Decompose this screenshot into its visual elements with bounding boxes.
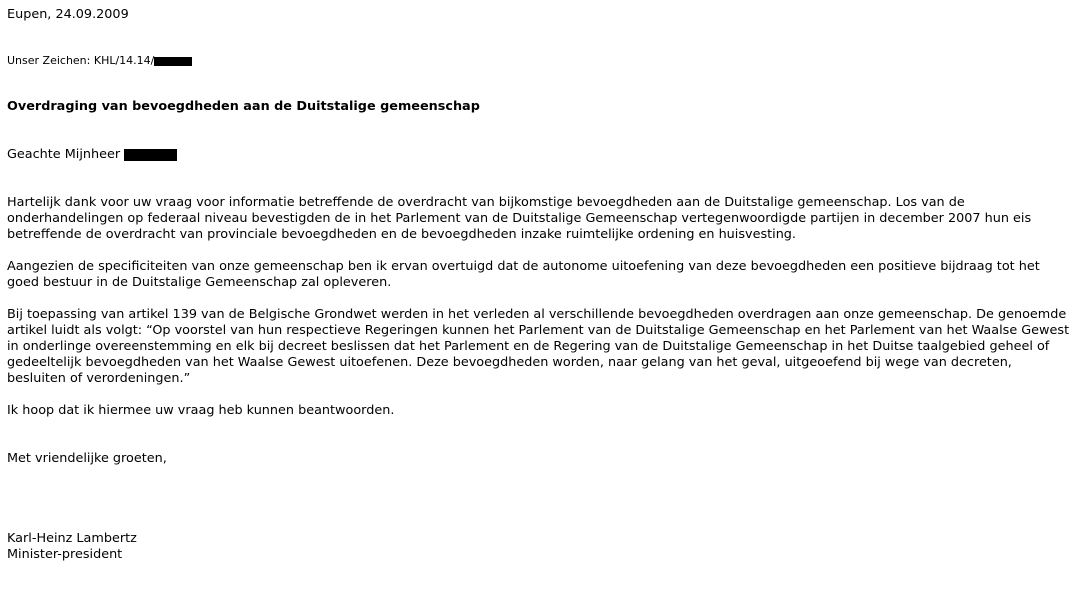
paragraph-3: Bij toepassing van artikel 139 van de Belgische Grondwet werden in het verleden al verschillende bevoegdheden overdragen aan onze gemeenschap. De genoemde artikel luidt als volgt: “Op voorstel van hun respectieve Regeringen kunnen het Parlement van de Duitstalige Gemeenschap en het Parlement van het Waalse Gewest in onderlinge overeenstemming en elk bij decreet beslissen dat het Parlement en de Regering van de Duitstalige Gemeenschap in het Duitse taalgebied geheel of gedeeltelijk bevoegdheden van het Waalse Gewest uitoefenen. Deze bevoegdheden worden, naar gelang van het geval, uitgeoefend bij wege van decreten, besluiten of verordeningen.” xyxy=(7,307,1070,386)
closing: Met vriendelijke groeten, xyxy=(7,451,167,466)
reference-redaction xyxy=(154,57,192,66)
paragraph-1: Hartelijk dank voor uw vraag voor informatie betreffende de overdracht van bijkomstige bevoegdheden aan de Duitstalige gemeenschap. Los van de onderhandelingen op federaal niveau bevestigden de in het Parlement van de Duitstalige Gemeenschap vertegenwoordigde partijen in december 2007 hun eis betreffende de overdracht van provinciale bevoegdheden en de bevoegdheden inzake ruimtelijke ordening en huisvesting. xyxy=(7,195,1032,242)
salutation-line xyxy=(7,147,177,163)
recipient-redaction xyxy=(124,149,177,161)
reference-line xyxy=(7,53,192,69)
place-date: Eupen, 24.09.2009 xyxy=(7,7,129,22)
subject-heading: Overdraging van bevoegdheden aan de Duitstalige gemeenschap xyxy=(7,99,480,114)
signatory-name: Karl-Heinz Lambertz xyxy=(7,531,137,546)
reference-label: Unser Zeichen: KHL/14.14/ xyxy=(7,54,155,67)
paragraph-2: Aangezien de specificiteiten van onze gemeenschap ben ik ervan overtuigd dat de autonome uitoefening van deze bevoegdheden een positieve bijdraag tot het goed bestuur in de Duitstalige Gemeenschap zal opleveren. xyxy=(7,259,1040,290)
signatory-title: Minister-president xyxy=(7,547,123,562)
salutation: Geachte Mijnheer xyxy=(7,147,121,162)
paragraph-4: Ik hoop dat ik hiermee uw vraag heb kunnen beantwoorden. xyxy=(7,403,395,418)
